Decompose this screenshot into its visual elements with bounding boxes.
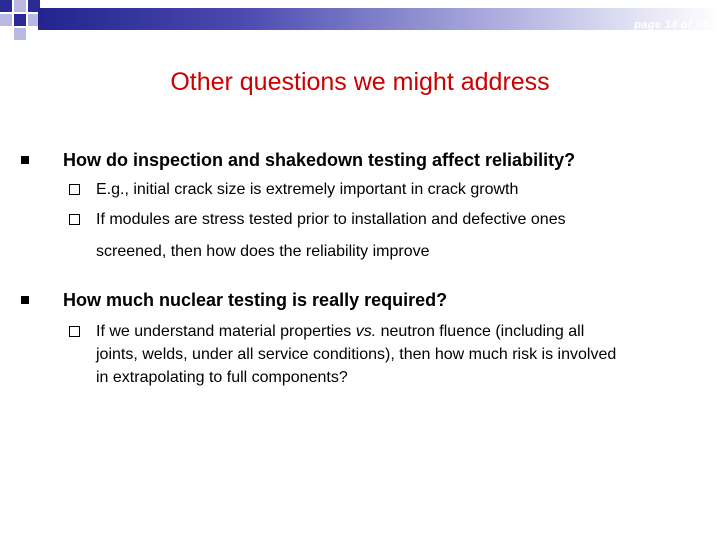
sub-bullet-box-icon [69,184,80,195]
bullet-2-sub-line-1 [96,320,696,343]
bullet-2-sub-post: neutron fluence (including all [376,323,585,340]
sub-bullet-box-icon [69,326,80,337]
bullet-2-sub-italic: vs. [355,323,377,340]
bullet-2-sub-line-2: joints, welds, under all service conditions), then how much risk is involved [96,346,617,363]
bullet-2-sub-pre: If we understand material properties [96,323,356,340]
bullet-square-icon [21,156,29,164]
bullet-2-text: How much nuclear testing is really required? [63,290,448,310]
sub-bullet-box-icon [69,214,80,225]
header-bar [38,8,720,30]
slide-title: Other questions we might address [170,68,550,96]
bullet-square-icon [21,296,29,304]
bullet-2-sub-line-3: in extrapolating to full components? [96,369,348,386]
page-number: page 14 of 14 [634,19,708,31]
bullet-1-sub-2-cont: screened, then how does the reliability improve [96,243,430,260]
bullet-1-text: How do inspection and shakedown testing affect reliability? [63,150,576,170]
bullet-1-sub-1: E.g., initial crack size is extremely important in crack growth [96,181,519,198]
bullet-1-sub-2: If modules are stress tested prior to installation and defective ones [96,211,566,228]
